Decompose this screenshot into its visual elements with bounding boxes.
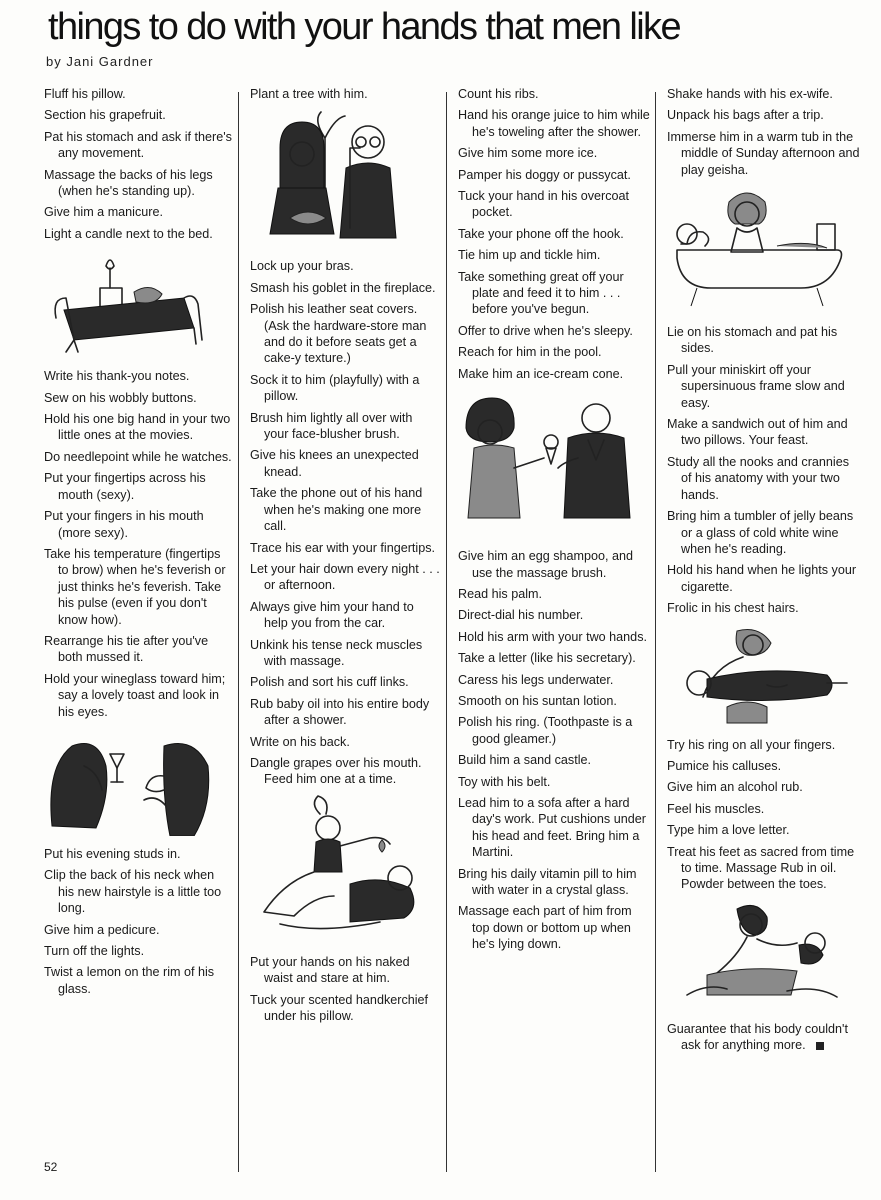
list-item: Write his thank-you notes. bbox=[44, 369, 190, 384]
list-item: Put his evening studs in. bbox=[44, 846, 181, 861]
list-item: Read his palm. bbox=[458, 586, 542, 601]
list-item: Pat his stomach and ask if there's any movement. bbox=[44, 129, 232, 161]
end-mark-icon bbox=[816, 1042, 824, 1050]
list-item: Hold his one big hand in your two little ones at the movies. bbox=[44, 412, 231, 443]
chest-hair-frolic-illustration bbox=[667, 623, 857, 727]
list-item: Clip the back of his neck when his new hairstyle is a little too long. bbox=[44, 868, 222, 916]
feet-massage-illustration bbox=[667, 899, 857, 1011]
list-item: Study all the nooks and crannies of his anatomy with your two hands. bbox=[667, 454, 850, 502]
list-item: Massage each part of him from top down or bottom up when he's lying down. bbox=[458, 904, 632, 952]
list-item: Polish and sort his cuff links. bbox=[250, 675, 409, 690]
list-item: Toy with his belt. bbox=[458, 774, 551, 789]
text-block bbox=[44, 86, 232, 242]
list-item: Unkink his tense neck muscles with massage. bbox=[250, 637, 423, 668]
column-3 bbox=[458, 86, 650, 958]
list-item: Write on his back. bbox=[250, 734, 350, 749]
column-4 bbox=[667, 86, 863, 1059]
list-item: Take the phone out of his hand when he's making one more call. bbox=[250, 486, 423, 534]
list-item: Direct-dial his number. bbox=[458, 608, 584, 623]
list-item: Tie him up and tickle him. bbox=[458, 248, 601, 263]
list-item: Shake hands with his ex-wife. bbox=[667, 87, 833, 101]
column-rule bbox=[655, 92, 656, 1172]
planting-tree-illustration bbox=[250, 108, 420, 248]
list-item: Brush him lightly all over with your face-blusher brush. bbox=[250, 410, 413, 442]
list-item: Offer to drive when he's sleepy. bbox=[458, 323, 633, 338]
text-block bbox=[44, 846, 232, 997]
list-item: Unpack his bags after a trip. bbox=[667, 108, 824, 123]
list-item: Bring his daily vitamin pill to him with water in a crystal glass. bbox=[458, 866, 637, 897]
list-item: Smooth on his suntan lotion. bbox=[458, 693, 617, 708]
list-item: Type him a love letter. bbox=[667, 823, 790, 838]
text-block bbox=[458, 86, 650, 382]
list-item: Give him some more ice. bbox=[458, 146, 598, 161]
list-item: Turn off the lights. bbox=[44, 944, 145, 958]
list-item: Do needlepoint while he watches. bbox=[44, 449, 232, 464]
text-block bbox=[667, 86, 863, 178]
list-item: Hold his arm with your two hands. bbox=[458, 629, 647, 644]
bathtub-geisha-illustration bbox=[667, 184, 857, 314]
text-block bbox=[250, 258, 440, 787]
column-2 bbox=[250, 86, 440, 1029]
list-item: Trace his ear with your fingertips. bbox=[250, 540, 436, 555]
text-block bbox=[250, 954, 440, 1025]
list-item: Give him a pedicure. bbox=[44, 922, 160, 937]
list-item: Put your hands on his naked waist and stare at him. bbox=[250, 954, 410, 986]
list-item: Build him a sand castle. bbox=[458, 753, 592, 768]
list-item: Twist a lemon on the rim of his glass. bbox=[44, 965, 215, 996]
candle-bed-illustration bbox=[44, 248, 214, 358]
text-block bbox=[667, 1021, 863, 1054]
list-item: Light a candle next to the bed. bbox=[44, 226, 213, 241]
list-item: Take something great off your plate and feed it to him . . . before you've begun. bbox=[458, 269, 624, 317]
text-block bbox=[667, 324, 863, 617]
list-item: Sock it to him (playfully) with a pillow. bbox=[250, 372, 420, 404]
list-item: Pamper his doggy or pussycat. bbox=[458, 167, 631, 182]
list-item: Polish his ring. (Toothpaste is a good gleamer.) bbox=[458, 715, 633, 746]
list-item: Rearrange his tie after you've both mussed it. bbox=[44, 633, 209, 665]
list-item: Bring him a tumbler of jelly beans or a glass of cold white wine when he's reading. bbox=[667, 509, 854, 556]
list-item: Smash his goblet in the fireplace. bbox=[250, 280, 436, 295]
text-block bbox=[250, 86, 440, 102]
list-item: Let your hair down every night . . . or afternoon. bbox=[250, 561, 440, 593]
list-item: Give his knees an unexpected knead. bbox=[250, 448, 419, 479]
text-block bbox=[667, 737, 863, 893]
column-rule bbox=[446, 92, 447, 1172]
text-block bbox=[44, 368, 232, 720]
list-item: Guarantee that his body couldn't ask for anything more. bbox=[667, 1021, 848, 1053]
list-item: Lead him to a sofa after a hard day's work. Put cushions under his head and feet. Bring him a Martini. bbox=[458, 795, 646, 860]
list-item: Treat his feet as sacred from time to time. Massage Rub in oil. Powder between the toes. bbox=[667, 844, 855, 892]
list-item: Take your phone off the hook. bbox=[458, 226, 624, 241]
list-item: Always give him your hand to help you from the car. bbox=[250, 599, 414, 631]
list-item: Take his temperature (fingertips to brow) when he's feverish or just thinks he's feverish. Take his pulse (even if you don't know how). bbox=[44, 546, 226, 627]
list-item: Plant a tree with him. bbox=[250, 87, 368, 101]
list-item: Polish his leather seat covers. (Ask the hardware-store man and do it before seats get a cake-y texture.) bbox=[250, 302, 427, 366]
column-1 bbox=[44, 86, 232, 1002]
list-item: Make a sandwich out of him and two pillows. Your feast. bbox=[667, 417, 848, 448]
list-item: Tuck your hand in his overcoat pocket. bbox=[458, 189, 630, 220]
wineglass-toast-illustration bbox=[44, 726, 224, 836]
byline: by Jani Gardner bbox=[46, 54, 154, 69]
list-item: Massage the backs of his legs (when he's standing up). bbox=[44, 167, 213, 199]
list-item: Dangle grapes over his mouth. Feed him one at a time. bbox=[250, 755, 422, 787]
list-item: Lie on his stomach and pat his sides. bbox=[667, 325, 838, 356]
list-item: Give him an egg shampoo, and use the massage brush. bbox=[458, 549, 634, 580]
list-item: Section his grapefruit. bbox=[44, 108, 166, 123]
list-item: Pumice his calluses. bbox=[667, 758, 782, 773]
list-item: Give him an alcohol rub. bbox=[667, 780, 803, 795]
ice-cream-cone-illustration bbox=[458, 388, 638, 538]
article-title: things to do with your hands that men like bbox=[48, 6, 680, 48]
dangling-grapes-illustration bbox=[250, 794, 430, 944]
list-item: Hold your wineglass toward him; say a lovely toast and look in his eyes. bbox=[44, 671, 226, 719]
list-item: Give him a manicure. bbox=[44, 205, 163, 220]
list-item: Put your fingertips across his mouth (sexy). bbox=[44, 471, 206, 502]
list-item: Try his ring on all your fingers. bbox=[667, 737, 836, 752]
list-item: Pull your miniskirt off your supersinuous frame slow and easy. bbox=[667, 362, 845, 410]
list-item: Immerse him in a warm tub in the middle of Sunday afternoon and play geisha. bbox=[667, 129, 860, 177]
list-item: Hold his hand when he lights your cigarette. bbox=[667, 563, 857, 594]
list-item: Frolic in his chest hairs. bbox=[667, 601, 799, 616]
list-item: Make him an ice-cream cone. bbox=[458, 366, 624, 381]
list-item: Feel his muscles. bbox=[667, 801, 765, 816]
list-item: Fluff his pillow. bbox=[44, 87, 126, 101]
list-item: Count his ribs. bbox=[458, 87, 539, 101]
list-item: Put your fingers in his mouth (more sexy). bbox=[44, 509, 204, 540]
list-item: Lock up your bras. bbox=[250, 259, 354, 274]
list-item: Take a letter (like his secretary). bbox=[458, 651, 636, 666]
list-item: Rub baby oil into his entire body after a shower. bbox=[250, 696, 430, 728]
list-item: Hand his orange juice to him while he's toweling after the shower. bbox=[458, 108, 650, 139]
page-number: 52 bbox=[44, 1160, 58, 1174]
list-item: Tuck your scented handkerchief under his pillow. bbox=[250, 992, 429, 1023]
list-item: Reach for him in the pool. bbox=[458, 345, 602, 360]
list-item: Caress his legs underwater. bbox=[458, 672, 614, 687]
list-item: Sew on his wobbly buttons. bbox=[44, 390, 197, 405]
column-rule bbox=[238, 92, 239, 1172]
text-block bbox=[458, 548, 650, 953]
